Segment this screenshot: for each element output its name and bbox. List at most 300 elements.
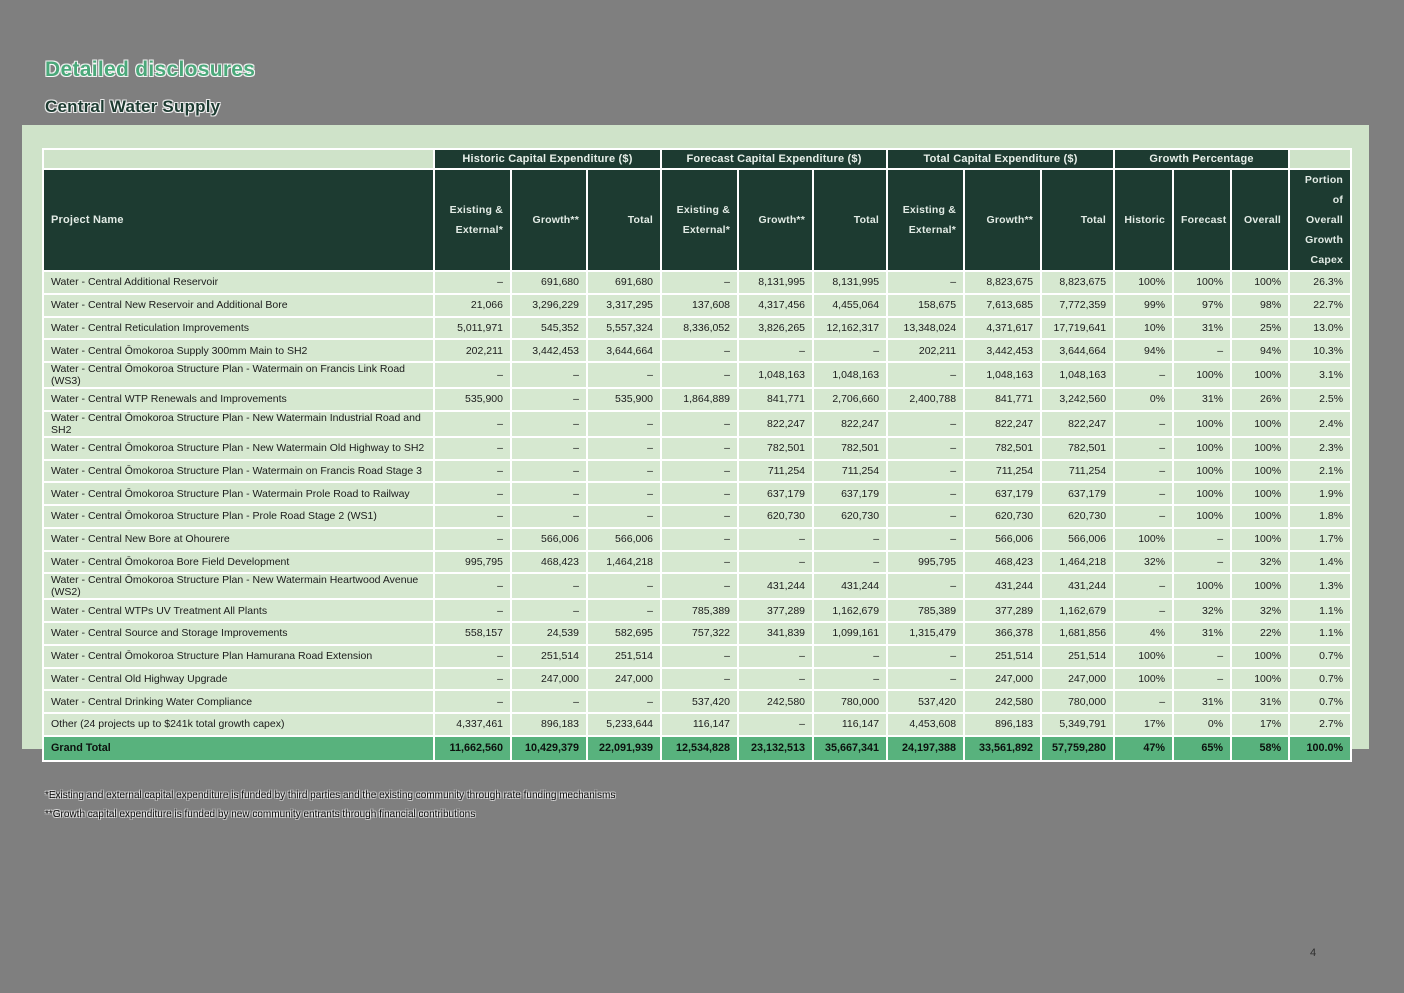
value-cell: – <box>511 411 587 437</box>
value-cell: 100% <box>1173 411 1231 437</box>
value-cell: 100% <box>1173 460 1231 483</box>
value-cell: – <box>661 271 738 294</box>
value-cell: – <box>661 411 738 437</box>
table-row <box>43 482 1351 505</box>
project-name-cell: Water - Central Ōmokoroa Bore Field Development <box>43 551 434 574</box>
value-cell: 116,147 <box>813 713 887 736</box>
value-cell: 31% <box>1173 317 1231 340</box>
value-cell: – <box>738 713 813 736</box>
project-name-cell: Water - Central Ōmokoroa Structure Plan Hamurana Road Extension <box>43 645 434 668</box>
value-cell: 535,900 <box>434 388 511 411</box>
value-cell: 995,795 <box>887 551 964 574</box>
value-cell: 5,011,971 <box>434 317 511 340</box>
value-cell: 58% <box>1231 736 1289 761</box>
value-cell: – <box>1114 690 1173 713</box>
project-name-cell: Water - Central Drinking Water Compliance <box>43 690 434 713</box>
value-cell: 3,296,229 <box>511 294 587 317</box>
table-row <box>43 339 1351 362</box>
table-row <box>43 362 1351 388</box>
footnote-growth: **Growth capital expenditure is funded by new community entrants through financial contributions <box>45 809 476 820</box>
value-cell: – <box>511 388 587 411</box>
value-cell: 47% <box>1114 736 1173 761</box>
value-cell: – <box>1114 437 1173 460</box>
value-cell: 100% <box>1114 645 1173 668</box>
value-cell: 711,254 <box>813 460 887 483</box>
value-cell: 537,420 <box>661 690 738 713</box>
value-cell: – <box>434 645 511 668</box>
value-cell: 1,464,218 <box>587 551 661 574</box>
value-cell: – <box>661 551 738 574</box>
value-cell: 822,247 <box>1041 411 1114 437</box>
value-cell: 2,400,788 <box>887 388 964 411</box>
value-cell: 100% <box>1231 482 1289 505</box>
value-cell: 637,179 <box>1041 482 1114 505</box>
value-cell: – <box>587 362 661 388</box>
value-cell: 0.7% <box>1289 645 1351 668</box>
value-cell: 785,389 <box>887 599 964 622</box>
value-cell: 468,423 <box>511 551 587 574</box>
value-cell: 32% <box>1173 599 1231 622</box>
value-cell: 100% <box>1173 437 1231 460</box>
value-cell: – <box>887 437 964 460</box>
value-cell: – <box>1114 505 1173 528</box>
footnote-existing-external: *Existing and external capital expenditure is funded by third parties and the existing community through rate funding mechanisms <box>45 790 616 801</box>
value-cell: – <box>1114 460 1173 483</box>
value-cell: – <box>887 668 964 691</box>
value-cell: – <box>887 505 964 528</box>
value-cell: 100% <box>1231 528 1289 551</box>
value-cell: 1,864,889 <box>661 388 738 411</box>
value-cell: 366,378 <box>964 622 1041 645</box>
group-header-growth-percentage: Growth Percentage <box>1114 149 1289 169</box>
value-cell: 100% <box>1173 505 1231 528</box>
value-cell: 1.7% <box>1289 528 1351 551</box>
project-name-cell: Water - Central WTP Renewals and Improvements <box>43 388 434 411</box>
group-header-spacer-right <box>1289 149 1351 169</box>
value-cell: 100% <box>1114 528 1173 551</box>
value-cell: 782,501 <box>738 437 813 460</box>
value-cell: 3,317,295 <box>587 294 661 317</box>
footnotes <box>45 786 615 824</box>
value-cell: 100% <box>1231 437 1289 460</box>
value-cell: 1.3% <box>1289 573 1351 599</box>
header-forecast-growth: Growth** <box>738 169 813 271</box>
value-cell: 32% <box>1114 551 1173 574</box>
value-cell: – <box>1114 573 1173 599</box>
project-name-cell: Water - Central Source and Storage Improvements <box>43 622 434 645</box>
value-cell: 637,179 <box>964 482 1041 505</box>
header-historic-total: Total <box>587 169 661 271</box>
value-cell: 782,501 <box>964 437 1041 460</box>
value-cell: 8,131,995 <box>738 271 813 294</box>
value-cell: – <box>1114 362 1173 388</box>
value-cell: – <box>434 460 511 483</box>
value-cell: – <box>661 668 738 691</box>
value-cell: 0.7% <box>1289 668 1351 691</box>
value-cell: 137,608 <box>661 294 738 317</box>
value-cell: 31% <box>1173 622 1231 645</box>
value-cell: – <box>511 690 587 713</box>
value-cell: – <box>738 645 813 668</box>
value-cell: 620,730 <box>738 505 813 528</box>
value-cell: 12,162,317 <box>813 317 887 340</box>
value-cell: 247,000 <box>511 668 587 691</box>
value-cell: – <box>434 437 511 460</box>
value-cell: 116,147 <box>661 713 738 736</box>
value-cell: – <box>887 460 964 483</box>
table-row <box>43 271 1351 294</box>
value-cell: 4,317,456 <box>738 294 813 317</box>
project-name-cell: Water - Central Ōmokoroa Structure Plan - Watermain on Francis Link Road (WS3) <box>43 362 434 388</box>
value-cell: 537,420 <box>887 690 964 713</box>
value-cell: – <box>511 573 587 599</box>
project-name-cell: Water - Central Reticulation Improvements <box>43 317 434 340</box>
value-cell: 10% <box>1114 317 1173 340</box>
group-header-row <box>43 149 1351 169</box>
header-growthpct-historic: Historic <box>1114 169 1173 271</box>
table-row <box>43 460 1351 483</box>
table-row <box>43 388 1351 411</box>
value-cell: 31% <box>1173 690 1231 713</box>
value-cell: 841,771 <box>964 388 1041 411</box>
value-cell: 33,561,892 <box>964 736 1041 761</box>
value-cell: 0% <box>1114 388 1173 411</box>
value-cell: 100% <box>1173 573 1231 599</box>
value-cell: 620,730 <box>813 505 887 528</box>
value-cell: 100% <box>1231 460 1289 483</box>
value-cell: – <box>587 482 661 505</box>
value-cell: – <box>434 362 511 388</box>
table-row <box>43 599 1351 622</box>
header-forecast-total: Total <box>813 169 887 271</box>
value-cell: 1,315,479 <box>887 622 964 645</box>
table-row <box>43 294 1351 317</box>
value-cell: – <box>587 411 661 437</box>
value-cell: 11,662,560 <box>434 736 511 761</box>
value-cell: 637,179 <box>813 482 887 505</box>
value-cell: 7,772,359 <box>1041 294 1114 317</box>
value-cell: 1.1% <box>1289 599 1351 622</box>
project-name-cell: Water - Central Ōmokoroa Structure Plan - Prole Road Stage 2 (WS1) <box>43 505 434 528</box>
value-cell: – <box>587 505 661 528</box>
value-cell: – <box>887 573 964 599</box>
value-cell: 10.3% <box>1289 339 1351 362</box>
value-cell: – <box>434 573 511 599</box>
value-cell: – <box>434 599 511 622</box>
value-cell: 100% <box>1114 668 1173 691</box>
value-cell: 1,464,218 <box>1041 551 1114 574</box>
project-name-cell: Water - Central Ōmokoroa Structure Plan - Watermain on Francis Road Stage 3 <box>43 460 434 483</box>
value-cell: – <box>511 362 587 388</box>
value-cell: 2,706,660 <box>813 388 887 411</box>
header-historic-existing-external: Existing & External* <box>434 169 511 271</box>
value-cell: – <box>738 551 813 574</box>
value-cell: 782,501 <box>1041 437 1114 460</box>
value-cell: – <box>434 505 511 528</box>
value-cell: 100% <box>1231 411 1289 437</box>
value-cell: 582,695 <box>587 622 661 645</box>
value-cell: – <box>1173 645 1231 668</box>
value-cell: – <box>887 645 964 668</box>
value-cell: – <box>1114 411 1173 437</box>
value-cell: 691,680 <box>587 271 661 294</box>
value-cell: 17% <box>1231 713 1289 736</box>
value-cell: 31% <box>1231 690 1289 713</box>
value-cell: 780,000 <box>813 690 887 713</box>
value-cell: 3,644,664 <box>587 339 661 362</box>
value-cell: 3,644,664 <box>1041 339 1114 362</box>
project-name-cell: Other (24 projects up to $241k total growth capex) <box>43 713 434 736</box>
value-cell: 431,244 <box>738 573 813 599</box>
value-cell: 65% <box>1173 736 1231 761</box>
value-cell: 94% <box>1231 339 1289 362</box>
value-cell: 3,442,453 <box>511 339 587 362</box>
column-header-row <box>43 169 1351 271</box>
page-subtitle: Central Water Supply <box>45 97 221 116</box>
value-cell: 247,000 <box>1041 668 1114 691</box>
group-header-spacer-left <box>43 149 434 169</box>
table-row <box>43 551 1351 574</box>
value-cell: 242,580 <box>738 690 813 713</box>
value-cell: – <box>511 599 587 622</box>
value-cell: 24,197,388 <box>887 736 964 761</box>
table-row <box>43 317 1351 340</box>
value-cell: 202,211 <box>887 339 964 362</box>
value-cell: 247,000 <box>964 668 1041 691</box>
value-cell: 1,048,163 <box>738 362 813 388</box>
value-cell: 3,826,265 <box>738 317 813 340</box>
value-cell: 202,211 <box>434 339 511 362</box>
value-cell: – <box>511 437 587 460</box>
value-cell: 4,371,617 <box>964 317 1041 340</box>
value-cell: 8,823,675 <box>1041 271 1114 294</box>
project-name-cell: Water - Central Additional Reservoir <box>43 271 434 294</box>
table-row <box>43 437 1351 460</box>
value-cell: – <box>511 505 587 528</box>
value-cell: 4,337,461 <box>434 713 511 736</box>
value-cell: 8,131,995 <box>813 271 887 294</box>
value-cell: 21,066 <box>434 294 511 317</box>
value-cell: – <box>587 573 661 599</box>
value-cell: – <box>661 362 738 388</box>
value-cell: – <box>661 339 738 362</box>
value-cell: 1,681,856 <box>1041 622 1114 645</box>
value-cell: 24,539 <box>511 622 587 645</box>
value-cell: 711,254 <box>964 460 1041 483</box>
value-cell: – <box>587 599 661 622</box>
value-cell: – <box>661 437 738 460</box>
value-cell: 26.3% <box>1289 271 1351 294</box>
value-cell: 620,730 <box>1041 505 1114 528</box>
header-growthpct-forecast: Forecast <box>1173 169 1231 271</box>
value-cell: – <box>887 362 964 388</box>
value-cell: – <box>434 528 511 551</box>
page-number: 4 <box>1310 947 1317 959</box>
header-totalcapex-growth: Growth** <box>964 169 1041 271</box>
value-cell: 822,247 <box>813 411 887 437</box>
value-cell: 468,423 <box>964 551 1041 574</box>
value-cell: 431,244 <box>1041 573 1114 599</box>
value-cell: 32% <box>1231 551 1289 574</box>
value-cell: 1,048,163 <box>1041 362 1114 388</box>
group-header-historic: Historic Capital Expenditure ($) <box>434 149 661 169</box>
table-row <box>43 528 1351 551</box>
value-cell: 242,580 <box>964 690 1041 713</box>
value-cell: 57,759,280 <box>1041 736 1114 761</box>
value-cell: 251,514 <box>511 645 587 668</box>
value-cell: 100% <box>1231 271 1289 294</box>
value-cell: 995,795 <box>434 551 511 574</box>
value-cell: 566,006 <box>964 528 1041 551</box>
value-cell: 1.9% <box>1289 482 1351 505</box>
value-cell: – <box>587 437 661 460</box>
value-cell: 22,091,939 <box>587 736 661 761</box>
table-row <box>43 622 1351 645</box>
value-cell: 22% <box>1231 622 1289 645</box>
value-cell: 26% <box>1231 388 1289 411</box>
value-cell: – <box>434 668 511 691</box>
value-cell: 5,557,324 <box>587 317 661 340</box>
value-cell: – <box>661 528 738 551</box>
value-cell: 31% <box>1173 388 1231 411</box>
value-cell: 7,613,685 <box>964 294 1041 317</box>
table-panel <box>22 125 1369 755</box>
value-cell: 545,352 <box>511 317 587 340</box>
value-cell: 566,006 <box>587 528 661 551</box>
value-cell: 1,099,161 <box>813 622 887 645</box>
value-cell: – <box>887 528 964 551</box>
value-cell: 100% <box>1173 271 1231 294</box>
table-row <box>43 411 1351 437</box>
value-cell: – <box>1114 599 1173 622</box>
value-cell: 431,244 <box>964 573 1041 599</box>
value-cell: – <box>1173 551 1231 574</box>
value-cell: 25% <box>1231 317 1289 340</box>
value-cell: 841,771 <box>738 388 813 411</box>
value-cell: 13,348,024 <box>887 317 964 340</box>
value-cell: 620,730 <box>964 505 1041 528</box>
value-cell: 780,000 <box>1041 690 1114 713</box>
value-cell: 251,514 <box>964 645 1041 668</box>
value-cell: – <box>661 505 738 528</box>
table-row <box>43 505 1351 528</box>
value-cell: 13.0% <box>1289 317 1351 340</box>
table-row <box>43 713 1351 736</box>
value-cell: – <box>887 482 964 505</box>
value-cell: 1.1% <box>1289 622 1351 645</box>
value-cell: – <box>813 668 887 691</box>
value-cell: – <box>587 460 661 483</box>
value-cell: 98% <box>1231 294 1289 317</box>
table-body <box>43 271 1351 761</box>
value-cell: 100% <box>1173 482 1231 505</box>
value-cell: – <box>813 528 887 551</box>
table-row <box>43 645 1351 668</box>
value-cell: 566,006 <box>511 528 587 551</box>
value-cell: – <box>738 339 813 362</box>
value-cell: 757,322 <box>661 622 738 645</box>
value-cell: 2.4% <box>1289 411 1351 437</box>
value-cell: 100% <box>1231 573 1289 599</box>
value-cell: 637,179 <box>738 482 813 505</box>
project-name-cell: Water - Central Ōmokoroa Structure Plan - New Watermain Industrial Road and SH2 <box>43 411 434 437</box>
value-cell: 1,162,679 <box>1041 599 1114 622</box>
value-cell: 822,247 <box>738 411 813 437</box>
value-cell: – <box>813 339 887 362</box>
header-totalcapex-existing-external: Existing & External* <box>887 169 964 271</box>
value-cell: 3,242,560 <box>1041 388 1114 411</box>
value-cell: 99% <box>1114 294 1173 317</box>
value-cell: – <box>661 645 738 668</box>
value-cell: 2.7% <box>1289 713 1351 736</box>
value-cell: 691,680 <box>511 271 587 294</box>
value-cell: 711,254 <box>738 460 813 483</box>
value-cell: 3.1% <box>1289 362 1351 388</box>
value-cell: – <box>1173 339 1231 362</box>
value-cell: 431,244 <box>813 573 887 599</box>
header-forecast-existing-external: Existing & External* <box>661 169 738 271</box>
header-historic-growth: Growth** <box>511 169 587 271</box>
value-cell: 711,254 <box>1041 460 1114 483</box>
value-cell: 251,514 <box>1041 645 1114 668</box>
value-cell: 8,336,052 <box>661 317 738 340</box>
project-name-cell: Water - Central New Reservoir and Additional Bore <box>43 294 434 317</box>
value-cell: 0.7% <box>1289 690 1351 713</box>
value-cell: 22.7% <box>1289 294 1351 317</box>
group-header-forecast: Forecast Capital Expenditure ($) <box>661 149 887 169</box>
value-cell: 100% <box>1231 645 1289 668</box>
value-cell: 377,289 <box>738 599 813 622</box>
value-cell: 1,048,163 <box>964 362 1041 388</box>
value-cell: 2.3% <box>1289 437 1351 460</box>
value-cell: 1,048,163 <box>813 362 887 388</box>
value-cell: 100.0% <box>1289 736 1351 761</box>
value-cell: 2.5% <box>1289 388 1351 411</box>
header-project-name: Project Name <box>43 169 434 271</box>
project-name-cell: Water - Central Ōmokoroa Structure Plan - Watermain Prole Road to Railway <box>43 482 434 505</box>
value-cell: 32% <box>1231 599 1289 622</box>
value-cell: 100% <box>1231 505 1289 528</box>
project-name-cell: Grand Total <box>43 736 434 761</box>
value-cell: 3,442,453 <box>964 339 1041 362</box>
value-cell: 23,132,513 <box>738 736 813 761</box>
value-cell: 1,162,679 <box>813 599 887 622</box>
value-cell: 100% <box>1114 271 1173 294</box>
table-row <box>43 690 1351 713</box>
value-cell: 10,429,379 <box>511 736 587 761</box>
value-cell: 5,349,791 <box>1041 713 1114 736</box>
value-cell: – <box>511 460 587 483</box>
project-name-cell: Water - Central Old Highway Upgrade <box>43 668 434 691</box>
page-title: Detailed disclosures <box>45 58 256 81</box>
value-cell: 17% <box>1114 713 1173 736</box>
value-cell: 94% <box>1114 339 1173 362</box>
value-cell: 896,183 <box>964 713 1041 736</box>
group-header-total: Total Capital Expenditure ($) <box>887 149 1114 169</box>
value-cell: 1.4% <box>1289 551 1351 574</box>
value-cell: – <box>738 528 813 551</box>
value-cell: – <box>587 690 661 713</box>
value-cell: 12,534,828 <box>661 736 738 761</box>
value-cell: – <box>434 271 511 294</box>
table-row <box>43 573 1351 599</box>
value-cell: 822,247 <box>964 411 1041 437</box>
value-cell: – <box>738 668 813 691</box>
value-cell: 100% <box>1173 362 1231 388</box>
value-cell: 251,514 <box>587 645 661 668</box>
value-cell: 100% <box>1231 362 1289 388</box>
value-cell: – <box>434 482 511 505</box>
